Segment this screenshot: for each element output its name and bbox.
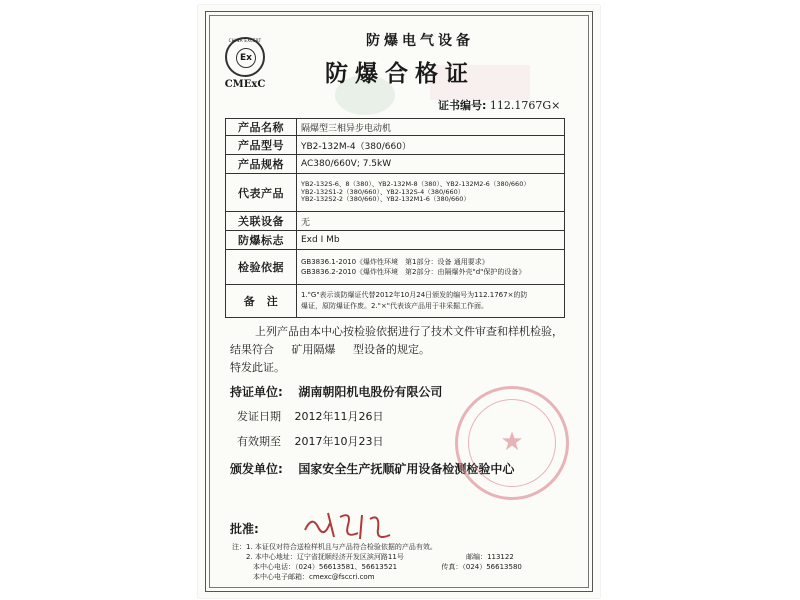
table-row bbox=[226, 285, 565, 318]
row-label-remarks: 备 注 bbox=[226, 285, 297, 318]
subtitle: 防爆电气设备 bbox=[366, 33, 474, 49]
holder-label: 持证单位: bbox=[230, 385, 283, 399]
valid-until bbox=[237, 433, 384, 449]
remarks-line: 1."G"表示该防爆证代替2012年10月24日颁发的编号为112.1767×的防 bbox=[301, 291, 528, 299]
row-label-product-name: 产品名称 bbox=[226, 119, 297, 136]
signature bbox=[300, 505, 410, 545]
page-title: 防爆合格证 bbox=[325, 61, 475, 87]
footer-email bbox=[253, 572, 375, 582]
certificate-number bbox=[438, 97, 560, 113]
phone-value: （024）56613581、56613521 bbox=[295, 563, 398, 571]
issuer-label: 颁发单位: bbox=[230, 462, 283, 476]
row-value-product-name: 隔爆型三相异步电动机 bbox=[297, 119, 565, 136]
row-value-basis bbox=[297, 250, 565, 285]
representative-line: YB2-132S-6、8（380）、YB2-132M-8（380）、YB2-132M2-6（380/660） bbox=[301, 180, 530, 189]
approver-label: 批准: bbox=[230, 522, 259, 536]
cert-number-value: 112.1767G× bbox=[489, 99, 561, 112]
fax-value: （024）56613580 bbox=[462, 563, 522, 571]
row-label-representative: 代表产品 bbox=[226, 174, 297, 212]
statement-line-2 bbox=[230, 341, 430, 357]
statement-line-3: 特发此证。 bbox=[230, 361, 285, 374]
phone-label: 本中心电话： bbox=[253, 563, 295, 571]
logo-caption: CMExC bbox=[224, 79, 266, 90]
footer-phone bbox=[253, 562, 522, 572]
issuer-value: 国家安全生产抚顺矿用设备检测检验中心 bbox=[298, 462, 515, 476]
address-value: 辽宁省抚顺经济开发区滨河路11号 bbox=[296, 553, 404, 561]
row-label-model: 产品型号 bbox=[226, 136, 297, 155]
issue-date-label: 发证日期 bbox=[237, 410, 281, 423]
table-row bbox=[226, 174, 565, 212]
address-label: 2. 本中心地址： bbox=[246, 553, 297, 561]
table-row bbox=[226, 119, 565, 136]
table-row bbox=[226, 231, 565, 250]
valid-until-label: 有效期至 bbox=[237, 435, 281, 448]
row-value-remarks bbox=[297, 285, 565, 318]
basis-line: GB3836.2-2010《爆炸性环境 第2部分：由隔爆外壳"d"保护的设备》 bbox=[301, 268, 526, 276]
email-label: 本中心电子邮箱： bbox=[253, 573, 309, 581]
footer-note-1: 注：1. 本证仅对符合送检样机且与产品符合检验依据的产品有效。 bbox=[232, 543, 437, 551]
table-row bbox=[226, 250, 565, 285]
row-value-ex-mark: Exd I Mb bbox=[297, 231, 565, 250]
logo-ring-text: CHINA EXCERT bbox=[228, 38, 262, 43]
holder bbox=[230, 383, 442, 400]
representative-line: YB2-132S1-2（380/660）、YB2-132S-4（380/660） bbox=[301, 187, 465, 196]
remarks-line: 爆证，原防爆证作废。2."×"代表该产品用于非采掘工作面。 bbox=[301, 302, 488, 310]
row-label-spec: 产品规格 bbox=[226, 155, 297, 174]
issue-date-value: 2012年11月26日 bbox=[294, 410, 384, 423]
spec-table bbox=[225, 118, 565, 318]
fax-label: 传真： bbox=[441, 563, 463, 571]
basis-line: GB3836.1-2010《爆炸性环境 第1部分：设备 通用要求》 bbox=[301, 258, 489, 266]
holder-value: 湖南朝阳机电股份有限公司 bbox=[298, 385, 443, 399]
postcode-label: 邮编： bbox=[466, 553, 488, 561]
postcode-value: 113122 bbox=[487, 553, 514, 561]
row-label-related: 关联设备 bbox=[226, 212, 297, 231]
email-value: cmexc@fsccri.com bbox=[309, 573, 375, 581]
row-value-related: 无 bbox=[297, 212, 565, 231]
row-label-ex-mark: 防爆标志 bbox=[226, 231, 297, 250]
valid-until-value: 2017年10月23日 bbox=[294, 435, 384, 448]
row-value-representative bbox=[297, 174, 565, 212]
issue-date bbox=[237, 408, 384, 424]
row-value-spec: AC380/660V; 7.5kW bbox=[297, 155, 565, 174]
statement-line-2a: 结果符合 bbox=[230, 343, 274, 356]
statement-line-2c: 型设备的规定。 bbox=[353, 343, 430, 356]
table-row bbox=[226, 136, 565, 155]
official-seal bbox=[455, 386, 569, 500]
footer-address bbox=[246, 552, 514, 562]
row-value-model: YB2-132M-4（380/660） bbox=[297, 136, 565, 155]
approver bbox=[230, 520, 259, 537]
statement-line-2b: 矿用隔爆 bbox=[291, 343, 336, 356]
representative-line: YB2-132S2-2（380/660）、YB2-132M1-6（380/660） bbox=[301, 195, 470, 204]
statement-line-1: 上列产品由本中心按检验依据进行了技术文件审查和样机检验， bbox=[255, 325, 563, 338]
cert-number-label: 证书编号: bbox=[438, 99, 487, 112]
signature-stroke bbox=[305, 513, 390, 539]
row-label-basis: 检验依据 bbox=[226, 250, 297, 285]
logo-ex-mark: Ex bbox=[236, 48, 256, 68]
table-row bbox=[226, 212, 565, 231]
seal-star-icon: ★ bbox=[500, 427, 524, 457]
table-row bbox=[226, 155, 565, 174]
